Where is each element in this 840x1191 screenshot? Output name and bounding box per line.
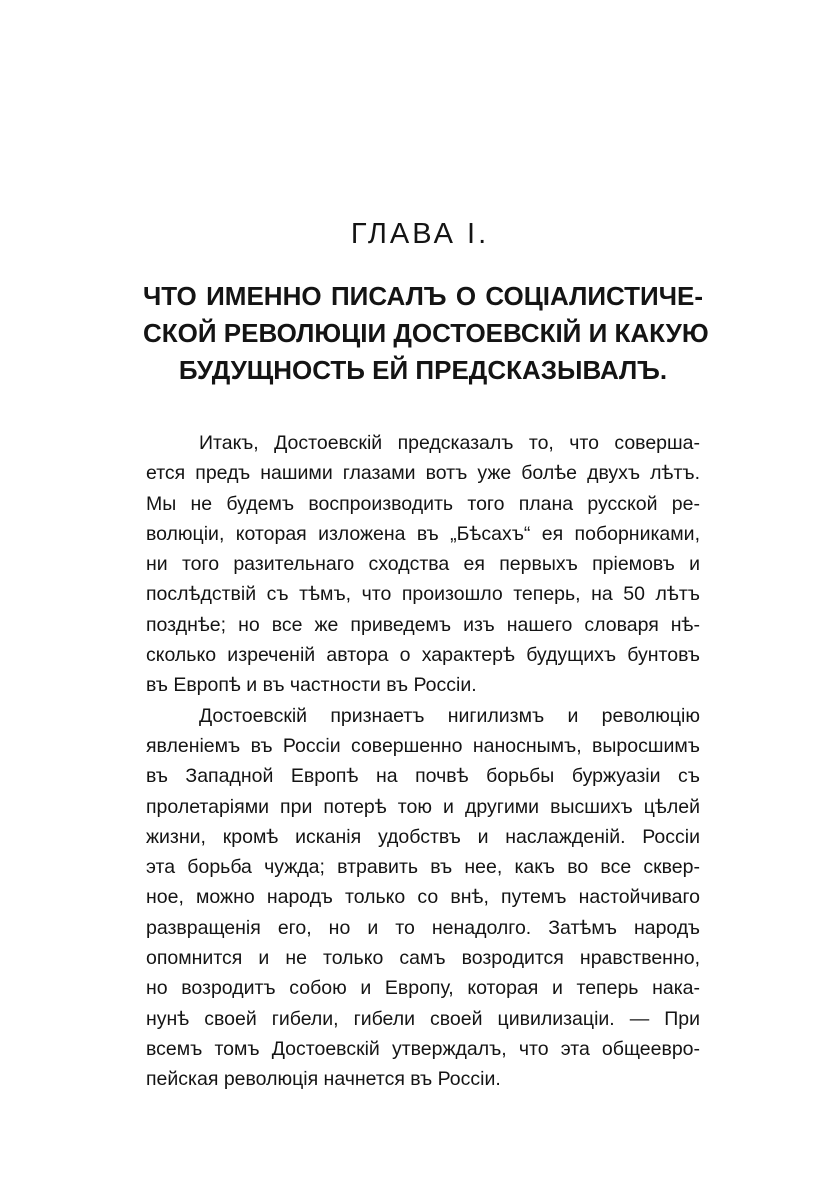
text-line: эта борьба чужда; втравить въ нее, какъ во все сквер- xyxy=(146,856,700,879)
chapter-title-line: ЧТО ИМЕННО ПИСАЛЪ О СОЦІАЛИСТИЧЕ- xyxy=(143,281,703,311)
text-line: ное, можно народъ только со внѣ, путемъ настойчиваго xyxy=(146,886,700,909)
text-line: развращенія его, но и то ненадолго. Затѣмъ народъ xyxy=(146,916,700,939)
text-line: сколько изреченій автора о характерѣ будущихъ бунтовъ xyxy=(146,644,700,667)
text-line: ется предъ нашими глазами вотъ уже болѣе двухъ лѣтъ. xyxy=(146,462,700,485)
chapter-number: ГЛАВА І. xyxy=(350,218,490,250)
text-line: волюціи, которая изложена въ „Бѣсахъ“ ея поборниками, xyxy=(146,522,700,545)
text-line: явленіемъ въ Россіи совершенно наноснымъ, выросшимъ xyxy=(146,734,700,757)
paragraph-2 xyxy=(146,701,700,1095)
text-line: опомнится и не только самъ возродится нравственно, xyxy=(146,947,700,970)
chapter-title xyxy=(143,278,709,389)
text-line: пейская революція начнется въ Россіи. xyxy=(146,1068,501,1091)
text-line: Итакъ, Достоевскій предсказалъ то, что соверша- xyxy=(199,432,700,454)
text-line: позднѣе; но все же приведемъ изъ нашего словаря нѣ- xyxy=(146,613,700,636)
text-line: жизни, кромѣ исканія удобствъ и наслажденій. Россіи xyxy=(146,825,700,848)
chapter-title-line: СКОЙ РЕВОЛЮЦІИ ДОСТОЕВСКІЙ И КАКУЮ xyxy=(143,318,709,348)
paragraph-1 xyxy=(146,428,700,701)
text-line: Мы не будемъ воспроизводить того плана русской ре- xyxy=(146,492,700,515)
text-line: нунѣ своей гибели, гибели своей цивилизаціи. — При xyxy=(146,1007,700,1030)
text-line: но возродитъ собою и Европу, которая и теперь нака- xyxy=(146,977,700,1000)
text-line: ни того разительнаго сходства ея первыхъ пріемовъ и xyxy=(146,553,700,576)
text-line: послѣдствій съ тѣмъ, что произошло теперь, на 50 лѣтъ xyxy=(146,583,700,606)
text-line: въ Западной Европѣ на почвѣ борьбы буржуазіи съ xyxy=(146,765,700,788)
text-line: пролетаріями при потерѣ тою и другими высшихъ цѣлей xyxy=(146,795,700,818)
text-line: въ Европѣ и въ частности въ Россіи. xyxy=(146,674,477,697)
text-line: Достоевскій признаетъ нигилизмъ и революцію xyxy=(199,704,700,727)
text-line: всемъ томъ Достоевскій утверждалъ, что эта общеевро- xyxy=(146,1037,700,1060)
chapter-title-line: БУДУЩНОСТЬ ЕЙ ПРЕДСКАЗЫВАЛЪ. xyxy=(178,355,668,385)
body-text xyxy=(146,428,700,1095)
